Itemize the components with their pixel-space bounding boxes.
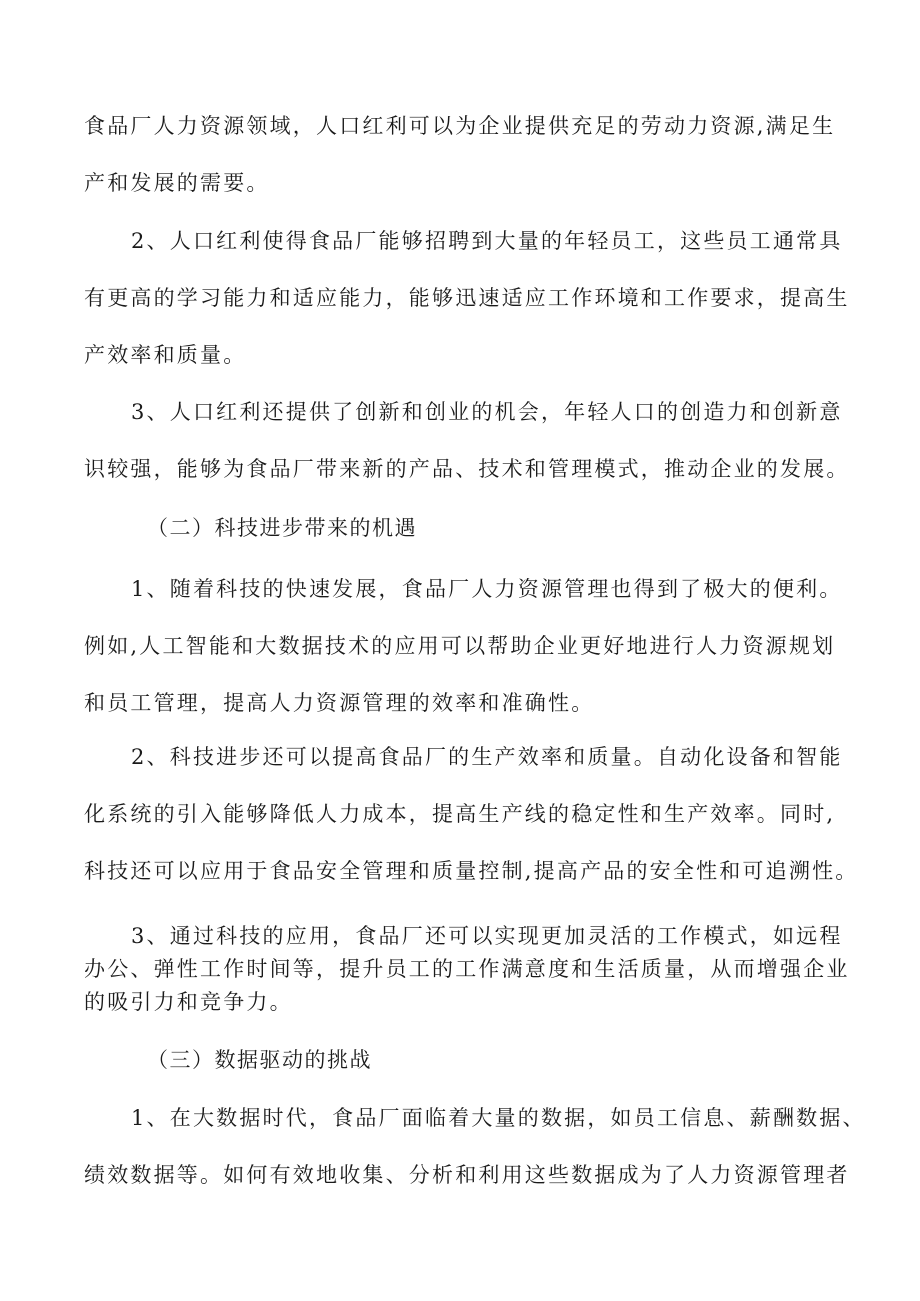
paragraph-line: 1、在大数据时代，食品厂面临着大量的数据，如员工信息、薪酬数据、	[131, 1106, 866, 1130]
paragraph-line: 识较强，能够为食品厂带来新的产品、技术和管理模式，推动企业的发展。	[84, 457, 850, 481]
paragraph-line: 有更高的学习能力和适应能力，能够迅速适应工作环境和工作要求，提高生	[84, 286, 850, 310]
paragraph-1	[84, 98, 844, 212]
paragraph-7	[84, 1090, 866, 1204]
paragraph-5	[84, 729, 859, 900]
paragraph-line: 食品厂人力资源领域，人口红利可以为企业提供充足的劳动力资源,满足生	[84, 114, 836, 138]
paragraph-line: 绩效数据等。如何有效地收集、分析和利用这些数据成为了人力资源管理者	[84, 1163, 850, 1187]
paragraph-line: 办公、弹性工作时间等，提升员工的工作满意度和生活质量，从而增强企业	[84, 957, 850, 981]
paragraph-line: 化系统的引入能够降低人力成本，提高生产线的稳定性和生产效率。同时,	[84, 802, 836, 826]
paragraph-line: 2、科技进步还可以提高食品厂的生产效率和质量。自动化设备和智能	[131, 745, 843, 769]
paragraph-line: 产和发展的需要。	[84, 171, 270, 195]
paragraph-line: 1、随着科技的快速发展，食品厂人力资源管理也得到了极大的便利。	[131, 577, 843, 601]
paragraph-6	[84, 920, 850, 1019]
paragraph-line: 科技还可以应用于食品安全管理和质量控制,提高产品的安全性和可追溯性。	[84, 859, 859, 883]
paragraph-line: 例如,人工智能和大数据技术的应用可以帮助企业更好地进行人力资源规划	[84, 634, 836, 658]
section-heading-2: （二）科技进步带来的机遇	[147, 516, 417, 540]
paragraph-line: 3、通过科技的应用，食品厂还可以实现更加灵活的工作模式，如远程	[131, 924, 843, 948]
paragraph-line: 的吸引力和竞争力。	[84, 990, 293, 1014]
paragraph-line: 产效率和质量。	[84, 343, 247, 367]
paragraph-3	[84, 384, 850, 498]
paragraph-line: 3、人口红利还提供了创新和创业的机会，年轻人口的创造力和创新意	[131, 400, 843, 424]
paragraph-2	[84, 213, 850, 384]
paragraph-4	[84, 561, 844, 732]
section-heading-3: （三）数据驱动的挑战	[147, 1048, 372, 1072]
paragraph-line: 和员工管理，提高人力资源管理的效率和准确性。	[84, 691, 595, 715]
paragraph-line: 2、人口红利使得食品厂能够招聘到大量的年轻员工，这些员工通常具	[131, 229, 843, 253]
